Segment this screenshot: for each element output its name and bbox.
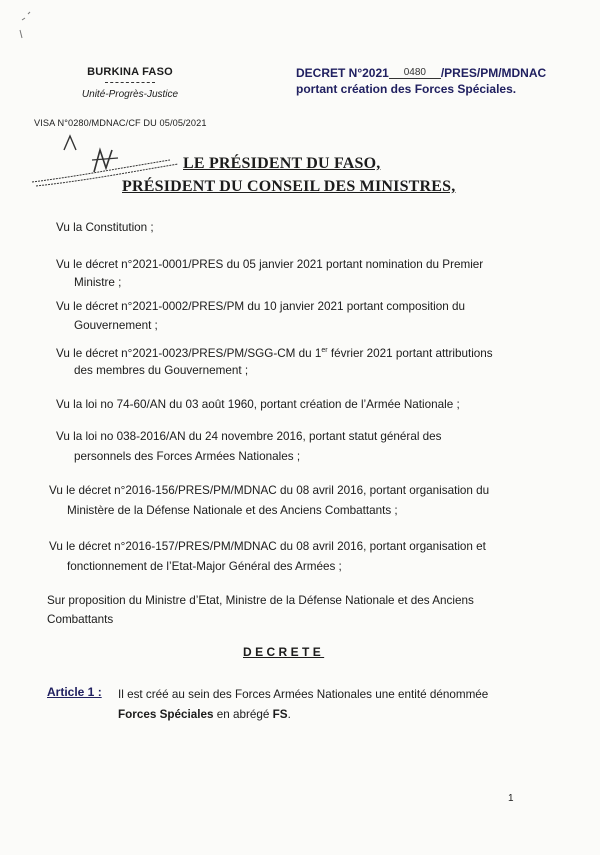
article-1-label: Article 1 : bbox=[47, 685, 102, 699]
article-1-line-2 bbox=[118, 705, 488, 725]
article-1-end: . bbox=[287, 708, 291, 721]
decree-reference bbox=[296, 66, 546, 81]
decree-prefix: DECRET N°2021 bbox=[296, 66, 389, 80]
country-name: BURKINA FASO bbox=[87, 66, 173, 78]
consideration-3-line-2: Gouvernement ; bbox=[74, 319, 158, 332]
consideration-4-sup: er bbox=[321, 347, 328, 354]
header-separator bbox=[105, 82, 155, 83]
decree-suffix: /PRES/PM/MDNAC bbox=[440, 66, 547, 80]
article-1-abbrev: FS bbox=[272, 708, 288, 721]
consideration-2-line-1: Vu le décret n°2021-0001/PRES du 05 janvier 2021 portant nomination du Premier bbox=[56, 258, 484, 271]
consideration-3-line-1: Vu le décret n°2021-0002/PRES/PM du 10 janvier 2021 portant composition du bbox=[56, 300, 466, 313]
consideration-6-line-2: personnels des Forces Armées Nationales ; bbox=[74, 450, 301, 463]
visa-reference: VISA N°0280/MDNAC/CF DU 05/05/2021 bbox=[34, 118, 207, 128]
decree-number: 0480 bbox=[389, 67, 441, 79]
article-1-text bbox=[118, 685, 488, 725]
consideration-2-line-2: Ministre ; bbox=[74, 276, 122, 289]
consideration-8-line-1: Vu le décret n°2016-157/PRES/PM/MDNAC du 08 avril 2016, portant organisation et bbox=[49, 540, 486, 553]
page-number: 1 bbox=[508, 793, 514, 804]
consideration-1: Vu la Constitution ; bbox=[56, 221, 154, 234]
article-1-line-1: Il est créé au sein des Forces Armées Nationales une entité dénommée bbox=[118, 688, 489, 701]
consideration-5: Vu la loi no 74-60/AN du 03 août 1960, portant création de l’Armée Nationale ; bbox=[56, 398, 460, 411]
consideration-9-line-1: Sur proposition du Ministre d’Etat, Ministre de la Défense Nationale et des Anciens bbox=[47, 594, 474, 607]
consideration-8-line-2: fonctionnement de l’Etat-Major Général des Armées ; bbox=[67, 560, 342, 573]
decrete-heading: DECRETE bbox=[243, 645, 325, 659]
title-line-1: LE PRÉSIDENT DU FASO, bbox=[183, 155, 381, 172]
consideration-4-text-b: février 2021 portant attributions bbox=[327, 346, 493, 360]
title-line-2: PRÉSIDENT DU CONSEIL DES MINISTRES, bbox=[122, 178, 456, 195]
consideration-9-line-2: Combattants bbox=[47, 613, 114, 626]
consideration-7-line-2: Ministère de la Défense Nationale et des Anciens Combattants ; bbox=[67, 504, 398, 517]
article-1-bold-term: Forces Spéciales bbox=[118, 708, 214, 721]
decree-subject: portant création des Forces Spéciales. bbox=[296, 82, 517, 96]
consideration-6-line-1: Vu la loi no 038-2016/AN du 24 novembre 2016, portant statut général des bbox=[56, 430, 442, 443]
consideration-7-line-1: Vu le décret n°2016-156/PRES/PM/MDNAC du 08 avril 2016, portant organisation du bbox=[49, 484, 490, 497]
national-motto: Unité-Progrès-Justice bbox=[81, 89, 179, 100]
consideration-4-line-2: des membres du Gouvernement ; bbox=[74, 364, 249, 377]
consideration-4-text-a: Vu le décret n°2021-0023/PRES/PM/SGG-CM du 1 bbox=[56, 346, 322, 360]
article-1-mid: en abrégé bbox=[213, 708, 273, 721]
